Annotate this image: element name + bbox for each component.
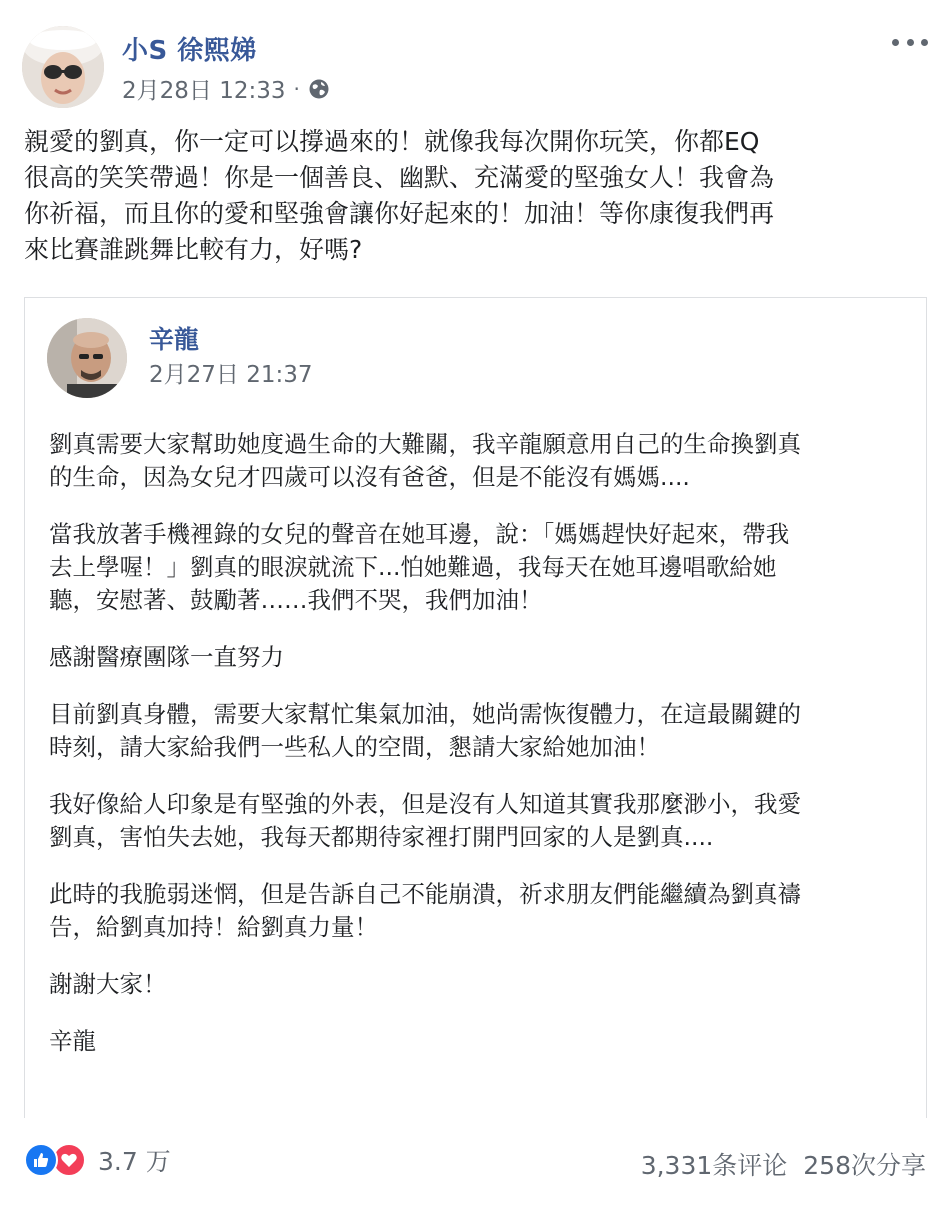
post-timestamp[interactable]: 2月28日 12:33 bbox=[122, 78, 286, 104]
post-footer bbox=[0, 1130, 950, 1190]
author-avatar[interactable] bbox=[22, 26, 104, 108]
comments-count[interactable]: 3,331条评论 bbox=[640, 1151, 788, 1180]
shared-paragraph: 此時的我脆弱迷惘，但是告訴自己不能崩潰，祈求朋友們能繼續為劉真禱 告，給劉真加持！給劉真力量！ bbox=[49, 880, 801, 941]
more-options-icon[interactable] bbox=[892, 30, 928, 54]
more-dot bbox=[921, 39, 928, 46]
shared-timestamp[interactable]: 2月27日 21:37 bbox=[149, 362, 313, 388]
author-name[interactable]: 小S 徐熙娣 bbox=[122, 36, 257, 66]
more-dot bbox=[907, 39, 914, 46]
shared-avatar-image bbox=[47, 318, 127, 398]
like-icon bbox=[24, 1143, 58, 1177]
shared-post[interactable] bbox=[24, 297, 927, 1118]
post-meta bbox=[122, 72, 330, 105]
shared-author-name[interactable]: 辛龍 bbox=[149, 325, 200, 354]
shared-paragraph: 劉真需要大家幫助她度過生命的大難關，我辛龍願意用自己的生命換劉真 的生命，因為女兒才四歲可以沒有爸爸，但是不能沒有媽媽.... bbox=[49, 430, 801, 491]
shared-body bbox=[49, 428, 909, 1082]
shared-paragraph: 辛龍 bbox=[49, 1027, 96, 1055]
shares-count[interactable]: 258次分享 bbox=[803, 1151, 926, 1180]
reaction-count: 3.7 万 bbox=[98, 1147, 171, 1176]
shared-paragraph: 目前劉真身體，需要大家幫忙集氣加油，她尚需恢復體力，在這最關鍵的 時刻，請大家給我們一些私人的空間，懇請大家給她加油！ bbox=[49, 700, 801, 761]
shared-paragraph: 當我放著手機裡錄的女兒的聲音在她耳邊，說：「媽媽趕快好起來，帶我 去上學喔！」劉真的眼淚就流下...怕她難過，我每天在她耳邊唱歌給她 聽，安慰著、鼓勵著……我們不哭，我們加油！ bbox=[49, 520, 790, 614]
author-avatar-image bbox=[22, 26, 104, 108]
shared-paragraph: 感謝醫療團隊一直努力 bbox=[49, 643, 284, 671]
shared-paragraph: 謝謝大家！ bbox=[49, 970, 167, 998]
post-text: 親愛的劉真，你一定可以撐過來的！就像我每次開你玩笑，你都EQ 很高的笑笑帶過！你是一個善良、幽默、充滿愛的堅強女人！我會為 你祈福，而且你的愛和堅強會讓你好起來的！加油！等你康復我們再 來比賽誰跳舞比較有力，好嗎? bbox=[24, 127, 775, 264]
globe-icon[interactable] bbox=[308, 78, 330, 100]
more-dot bbox=[892, 39, 899, 46]
engagement-stats bbox=[641, 1146, 926, 1182]
shared-author-avatar[interactable] bbox=[47, 318, 127, 398]
meta-separator: · bbox=[293, 76, 300, 101]
shared-paragraph: 我好像給人印象是有堅強的外表，但是沒有人知道其實我那麼渺小，我愛 劉真，害怕失去她，我每天都期待家裡打開門回家的人是劉真.... bbox=[49, 790, 801, 851]
reactions-summary[interactable] bbox=[24, 1142, 171, 1178]
